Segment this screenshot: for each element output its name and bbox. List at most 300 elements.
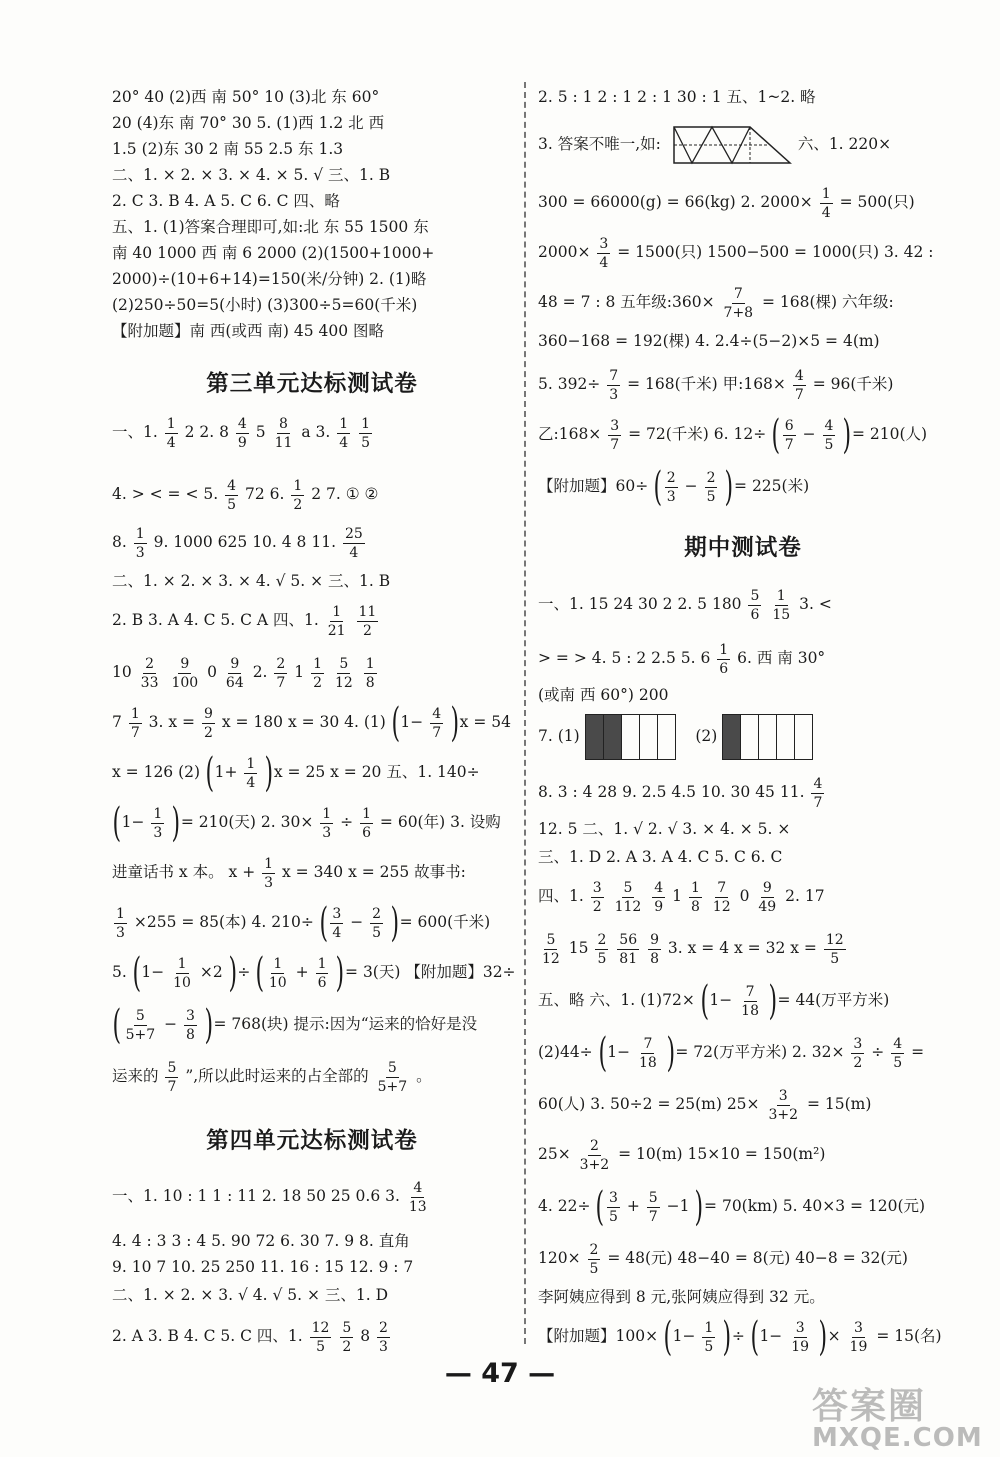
answer-text: = 15(名): [876, 1327, 942, 1345]
answer-text: 三、1. D 2. A 3. A 4. C 5. C 6. C: [538, 848, 783, 866]
answer-text: 1+: [214, 763, 238, 781]
answer-text: 1: [672, 887, 682, 905]
answer-text: x = 25 x = 20 五、1. 140÷: [273, 763, 480, 781]
answer-text: 7: [112, 713, 122, 731]
numerator: 1: [361, 415, 371, 432]
big-paren: (: [132, 950, 141, 996]
answer-text: 2. 5 : 1 2 : 1 2 : 1 30 : 1 五、1~2. 略: [538, 88, 816, 106]
answer-text: 乙:168×: [538, 425, 602, 443]
answer-line: [112, 1052, 432, 1100]
answer-text: 1: [294, 663, 305, 681]
answer-text: > = > 4. 5 : 2 2.5 5. 6: [538, 649, 711, 667]
answer-text: = 60(年) 3. 设购: [379, 813, 501, 831]
fraction: [311, 655, 324, 692]
fraction: [848, 1319, 870, 1356]
answer-line: [538, 976, 889, 1024]
answer-line: [112, 112, 384, 134]
answer-text: 9. 10 7 10. 25 250 11. 16 : 15 12. 9 : 7: [112, 1258, 414, 1276]
fraction: [224, 655, 246, 692]
answer-line: [112, 648, 379, 696]
denominator: 2: [853, 1054, 863, 1071]
answer-line: [538, 818, 790, 840]
fraction: [262, 855, 275, 892]
denominator: 5: [597, 950, 607, 967]
answer-text: 20 (4)东 南 70° 30 5. (1)西 1.2 北 西: [112, 114, 385, 132]
big-paren: (: [205, 750, 215, 796]
answer-line: [112, 86, 379, 108]
answer-line: [538, 462, 809, 510]
numerator: 7: [609, 367, 619, 384]
fraction: [652, 879, 665, 916]
answer-line: [112, 1256, 413, 1278]
fraction: [407, 1179, 429, 1216]
denominator: 33: [140, 674, 159, 691]
fraction: [756, 879, 778, 916]
numerator: 1: [776, 587, 786, 604]
answer-text: 【附加题】100×: [538, 1327, 659, 1345]
answer-line: [112, 190, 340, 212]
big-paren: ): [694, 1184, 704, 1230]
answer-text: 120×: [538, 1249, 581, 1267]
denominator: 5: [227, 496, 237, 513]
answer-line: [112, 1000, 477, 1048]
denominator: 5+7: [125, 1026, 156, 1043]
answer-text: (2): [695, 727, 718, 745]
fraction: [430, 705, 443, 742]
fraction: [824, 931, 846, 968]
denominator: 2: [362, 622, 372, 639]
answer-text: 一、1. 10 : 1 1 : 11 2. 18 50 25 0.6 3.: [112, 1187, 400, 1205]
answer-line: [538, 1080, 871, 1128]
answer-text: 六、1. 220×: [797, 135, 892, 153]
numerator: 9: [762, 879, 772, 896]
answer-line: [538, 1234, 908, 1282]
fraction: [376, 1059, 410, 1096]
numerator: 4: [893, 1035, 903, 1052]
numerator: 1: [332, 603, 342, 620]
answer-text: x = 126 (2): [112, 763, 201, 781]
fraction: [739, 983, 761, 1020]
answer-text: = 1500(只) 1500−500 = 1000(只) 3. 42 :: [617, 243, 934, 261]
answer-text: 一、1.: [112, 423, 158, 441]
answer-text: = 44(万平方米): [777, 991, 890, 1009]
denominator: 9: [654, 898, 664, 915]
fraction: [793, 367, 806, 404]
answer-text: = 3(天) 【附加题】32÷: [345, 963, 516, 981]
answer-text: x = 54: [459, 713, 511, 731]
answer-text: 【附加题】南 西(或西 南) 45 400 图略: [112, 322, 385, 340]
big-paren: ): [171, 800, 181, 846]
answer-line: [112, 320, 384, 342]
numerator: 2: [666, 469, 676, 486]
numerator: 9: [203, 705, 213, 722]
fraction: [129, 705, 142, 742]
big-paren: (: [319, 900, 328, 946]
denominator: 5: [893, 1054, 903, 1071]
answer-line: [112, 798, 501, 846]
fraction: [330, 905, 343, 942]
denominator: 19: [849, 1338, 868, 1355]
fraction: [165, 415, 178, 452]
fraction: [225, 477, 238, 514]
big-paren: (: [112, 800, 122, 846]
numerator: 1: [719, 641, 729, 658]
column-divider: [524, 82, 526, 1344]
answer-text: = 72(千米) 6. 12÷: [628, 425, 767, 443]
numerator: 1: [313, 655, 323, 672]
denominator: 8: [365, 674, 375, 691]
fraction: [202, 705, 215, 742]
answer-text: 1−: [709, 991, 733, 1009]
answer-line: [112, 164, 390, 186]
numerator: 5: [648, 1189, 658, 1206]
numerator: 3: [778, 1087, 788, 1104]
numerator: 1: [264, 855, 274, 872]
answer-text: 5: [255, 423, 266, 441]
answer-text: 1−: [141, 963, 165, 981]
answer-text: = 70(km) 5. 40×3 = 120(元): [704, 1197, 926, 1215]
answer-text: 运来的: [112, 1067, 159, 1085]
big-paren: (: [663, 1314, 673, 1360]
numerator: 1: [690, 879, 700, 896]
answer-text: +: [626, 1197, 640, 1215]
big-paren: ): [390, 900, 400, 946]
fraction: [340, 1319, 353, 1356]
answer-text: 李阿姨应得到 8 元,张阿姨应得到 32 元。: [538, 1288, 825, 1306]
numerator: 12: [311, 1319, 330, 1336]
answer-text: 4. > < = < 5.: [112, 485, 219, 503]
denominator: 2: [203, 724, 213, 741]
numerator: 12: [825, 931, 844, 948]
answer-text: = 168(棵) 六年级:: [762, 293, 894, 311]
numerator: 2: [589, 1137, 599, 1154]
denominator: 5: [830, 950, 840, 967]
fraction: [591, 879, 604, 916]
answer-text: = 48(元) 48−40 = 8(元) 40−8 = 32(元): [607, 1249, 908, 1267]
fraction: [717, 641, 730, 678]
fraction: [613, 879, 644, 916]
denominator: 5: [824, 436, 834, 453]
big-paren: ): [818, 1314, 828, 1360]
denominator: 3: [116, 924, 125, 941]
fraction: [359, 415, 372, 452]
denominator: 4: [339, 434, 349, 451]
answer-text: 7. (1): [538, 727, 580, 745]
denominator: 3: [379, 1338, 388, 1355]
answer-line: [538, 1182, 925, 1230]
denominator: 12: [712, 898, 731, 915]
answer-text: 9. 1000 625 10. 4 8 11.: [153, 533, 336, 551]
big-paren: ): [450, 700, 460, 746]
fraction: [236, 415, 249, 452]
answer-text: a 3.: [301, 423, 331, 441]
numerator: 5: [167, 1059, 177, 1076]
fraction: [607, 367, 620, 404]
answer-text: 3. 答案不唯一,如:: [538, 135, 661, 153]
numerator: 1: [135, 525, 145, 542]
denominator: 8: [650, 950, 659, 967]
numerator: 1: [821, 185, 831, 202]
answer-text: = 96(千米): [812, 375, 894, 393]
denominator: 19: [791, 1338, 810, 1355]
fraction: [165, 1059, 178, 1096]
fraction: [608, 417, 621, 454]
answer-text: x = 180 x = 30 4. (1): [221, 713, 386, 731]
fraction: [244, 755, 257, 792]
answer-text: 1.5 (2)东 30 2 南 55 2.5 东 1.3: [112, 140, 344, 158]
answer-text: ÷: [871, 1043, 885, 1061]
answer-line: [112, 748, 480, 796]
answer-text: 五、略 六、1. (1)72×: [538, 991, 695, 1009]
big-paren: ): [842, 412, 852, 458]
fraction: [151, 805, 164, 842]
numerator: 5: [546, 931, 556, 948]
answer-text: 5.: [112, 963, 127, 981]
answer-text: ÷: [340, 813, 354, 831]
answer-text: = 225(米): [734, 477, 810, 495]
answer-text: 2 7. ① ②: [311, 485, 379, 503]
fraction: [134, 525, 147, 562]
fraction: [370, 905, 383, 942]
big-paren: (: [598, 1030, 607, 1076]
fraction: [326, 603, 348, 640]
big-paren: (: [653, 464, 663, 510]
answer-text: 4. 4 : 3 3 : 4 5. 90 72 6. 30 7. 9 8. 直角: [112, 1232, 410, 1250]
denominator: 3: [609, 386, 619, 403]
answer-text: (2)250÷50=5(小时) (3)300÷5=60(千米): [112, 296, 418, 314]
big-paren: ): [724, 464, 734, 510]
fraction: [273, 415, 295, 452]
denominator: 5: [589, 1260, 599, 1277]
answer-text: ÷: [731, 1327, 745, 1345]
answer-text: 4. 22÷: [538, 1197, 591, 1215]
answer-text: 1−: [759, 1327, 783, 1345]
denominator: 7: [784, 436, 794, 453]
answer-text: −: [164, 1015, 178, 1033]
numerator: 1: [293, 477, 303, 494]
big-paren: (: [700, 978, 709, 1024]
fraction: [588, 1241, 601, 1278]
big-paren: ): [228, 950, 237, 996]
denominator: 12: [334, 674, 353, 691]
answer-text: 8. 3 : 4 28 9. 2.5 4.5 10. 30 45 11.: [538, 783, 805, 801]
numerator: 3: [853, 1035, 863, 1052]
answer-text: = 168(千米) 甲:168×: [627, 375, 786, 393]
numerator: 5: [339, 655, 349, 672]
answer-text: 二、1. × 2. × 3. √ 4. √ 5. × 三、1. D: [112, 1286, 389, 1304]
fraction: [820, 185, 833, 222]
denominator: 6: [719, 660, 729, 677]
watermark-logo-text: 答案圈: [812, 1386, 927, 1427]
answer-text: 48 = 7 : 8 五年级:360×: [538, 293, 715, 311]
big-paren: (: [112, 1002, 122, 1048]
answer-text: 二、1. × 2. × 3. × 4. × 5. √ 三、1. B: [112, 166, 391, 184]
answer-text: = 72(万平方米) 2. 32×: [675, 1043, 845, 1061]
answer-line: [112, 216, 429, 238]
answer-text: 3. x =: [148, 713, 196, 731]
numerator: 1: [704, 1319, 714, 1336]
numerator: 2: [706, 469, 716, 486]
answer-line: [112, 1172, 431, 1220]
answer-line: [538, 1028, 924, 1076]
answer-text: = 500(只): [839, 193, 915, 211]
answer-line: [538, 228, 934, 276]
numerator: 3: [332, 905, 342, 922]
numerator: 8: [279, 415, 288, 432]
fraction: [665, 469, 678, 506]
denominator: 10: [268, 974, 287, 991]
answer-line: [112, 1230, 410, 1252]
fraction: [540, 931, 562, 968]
numerator: 5: [387, 1059, 397, 1076]
big-paren: (: [255, 950, 265, 996]
denominator: 2: [342, 1338, 352, 1355]
answer-text: 2. C 3. B 4. A 5. C 6. C 四、略: [112, 192, 340, 210]
answer-text: 15: [568, 939, 589, 957]
answer-text: 2000×: [538, 243, 591, 261]
fraction: [357, 603, 379, 640]
numerator: 5: [750, 587, 760, 604]
answer-text: (2)44÷: [538, 1043, 593, 1061]
numerator: 5: [623, 879, 633, 896]
answer-text: −: [350, 913, 364, 931]
denominator: 4: [349, 544, 359, 561]
denominator: 5+7: [377, 1078, 408, 1095]
fraction: [124, 1007, 158, 1044]
numerator: 3: [608, 1189, 618, 1206]
answer-line: [538, 178, 915, 226]
answer-text: ”,所以此时运来的占全部的: [185, 1067, 369, 1085]
answer-text: 1−: [607, 1043, 631, 1061]
big-paren: (: [391, 700, 400, 746]
fraction: [711, 879, 733, 916]
denominator: 100: [171, 674, 199, 691]
answer-text: ×255 = 85(本) 4. 210÷: [133, 913, 314, 931]
fraction: [891, 1035, 904, 1072]
numerator: 1: [246, 755, 256, 772]
fraction: [171, 955, 193, 992]
denominator: 4: [246, 774, 256, 791]
numerator: 1: [177, 955, 187, 972]
fraction: [748, 587, 761, 624]
fraction: [377, 1319, 390, 1356]
answer-text: = 768(块) 提示:因为“运来的恰好是没: [213, 1015, 478, 1033]
numerator: 4: [227, 477, 237, 494]
fraction: [647, 1189, 660, 1226]
denominator: 9: [237, 434, 247, 451]
fraction: [343, 525, 365, 562]
fraction: [607, 1189, 620, 1226]
numerator: 6: [784, 417, 794, 434]
trapezoid-diagram: [670, 125, 794, 165]
denominator: 49: [758, 898, 777, 915]
answer-text: 60(人) 3. 50÷2 = 25(m) 25×: [538, 1095, 760, 1113]
denominator: 6: [750, 606, 760, 623]
answer-text: 6. 西 南 30°: [737, 649, 826, 667]
numerator: 2: [372, 905, 382, 922]
answer-text: 四、1.: [538, 887, 584, 905]
answer-text: 2.: [252, 663, 268, 681]
numerator: 1: [317, 955, 327, 972]
denominator: 5: [316, 1338, 325, 1355]
fraction: [851, 1035, 864, 1072]
answer-line: [112, 570, 390, 592]
answer-text: 20° 40 (2)西 南 50° 10 (3)北 东 60°: [112, 88, 380, 106]
fraction: [702, 1319, 715, 1356]
answer-line: [112, 518, 367, 566]
denominator: 7+8: [723, 304, 754, 321]
denominator: 112: [614, 898, 642, 915]
big-paren: ): [335, 950, 345, 996]
answer-line: [538, 712, 813, 760]
denominator: 81: [619, 950, 638, 967]
answer-line: [112, 242, 434, 264]
denominator: 3: [264, 874, 274, 891]
denominator: 13: [408, 1198, 427, 1215]
big-paren: ): [204, 1002, 213, 1048]
answer-line: [538, 1130, 825, 1178]
denominator: 2: [592, 898, 602, 915]
fraction: [789, 1319, 811, 1356]
answer-line: [112, 268, 426, 290]
fraction: [169, 655, 200, 692]
denominator: 3+2: [579, 1156, 610, 1173]
answer-text: 8.: [112, 533, 127, 551]
answer-text: 72 6.: [244, 485, 285, 503]
numerator: 2: [145, 655, 155, 672]
site-watermark: [812, 1378, 992, 1453]
fraction-bar-1: [585, 714, 676, 760]
answer-text: −1: [666, 1197, 690, 1215]
numerator: 7: [717, 879, 727, 896]
denominator: 64: [225, 674, 244, 691]
answer-line: [112, 948, 516, 996]
numerator: 1: [116, 905, 125, 922]
numerator: 3: [854, 1319, 863, 1336]
answer-text: 【附加题】60÷: [538, 477, 649, 495]
answer-text: = 10(m) 15×10 = 150(m²): [618, 1145, 826, 1163]
answer-line: [112, 848, 466, 896]
denominator: 11: [274, 434, 293, 451]
answer-line: [112, 698, 511, 746]
answer-line: [538, 86, 816, 108]
numerator: 2: [276, 655, 286, 672]
answer-line: [538, 924, 848, 972]
numerator: 25: [344, 525, 363, 542]
answer-line: [538, 872, 825, 920]
numerator: 7: [745, 983, 755, 1000]
answer-line: [538, 1312, 942, 1360]
numerator: 11: [358, 603, 377, 620]
fraction: [364, 655, 377, 692]
answer-line: [112, 898, 490, 946]
midterm-title: 期中测试卷: [684, 535, 802, 561]
answer-text: 3. <: [799, 595, 832, 613]
answer-text: = 600(千米): [399, 913, 491, 931]
denominator: 5: [361, 434, 371, 451]
answer-text: 1−: [400, 713, 424, 731]
numerator: 1: [362, 805, 371, 822]
answer-text: 。: [416, 1067, 432, 1085]
denominator: 7: [432, 724, 442, 741]
answer-text: x = 340 x = 255 故事书:: [281, 863, 466, 881]
fraction: [291, 477, 304, 514]
answer-text: +: [295, 963, 309, 981]
answer-text: 2000)÷(10+6+14)=150(米/分钟) 2. (1)略: [112, 270, 427, 288]
numerator: 2: [589, 1241, 599, 1258]
fraction: [705, 469, 718, 506]
answer-text: 0: [739, 887, 750, 905]
